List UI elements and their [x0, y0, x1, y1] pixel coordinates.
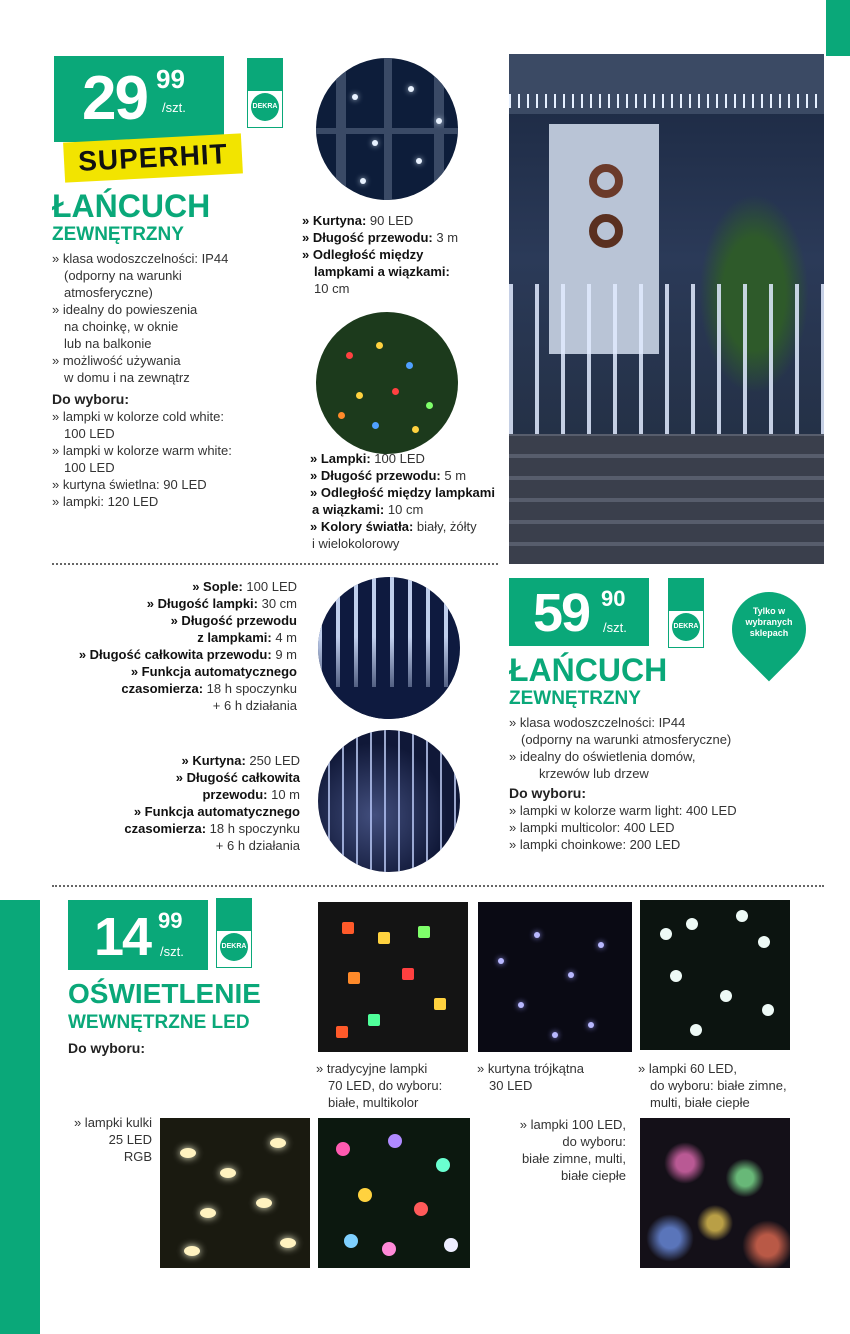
spec-label: z lampkami:: [197, 630, 272, 645]
price-tag-59-90: [509, 578, 649, 646]
spec-label: » Długość całkowita: [175, 770, 300, 785]
caption-line: RGB: [123, 1149, 152, 1164]
price-unit: /szt.: [162, 100, 186, 115]
price-unit: /szt.: [603, 620, 627, 635]
choice-line: » lampki multicolor: 400 LED: [509, 820, 675, 835]
spec-label: a wiązkami:: [312, 502, 385, 517]
spec-label: » Długość całkowita przewodu:: [78, 647, 272, 662]
superhit-banner: SUPERHIT: [63, 133, 243, 182]
spec-value: 10 cm: [384, 502, 424, 517]
spec-value: 100 LED: [242, 579, 297, 594]
dekra-logo: DEKRA: [220, 933, 248, 961]
tree-lights-photo: [316, 312, 458, 454]
price-integer: 14: [94, 907, 151, 967]
spec-label: » Funkcja automatycznego: [133, 804, 300, 819]
spec-curtain-90: [302, 212, 458, 297]
choice-line: 100 LED: [64, 426, 115, 441]
spec-curtain-250: [124, 752, 300, 854]
spec-value: 250 LED: [245, 753, 300, 768]
caption-line: multi, białe ciepłe: [650, 1095, 750, 1110]
caption-line: » lampki 100 LED,: [519, 1117, 626, 1132]
feature-line: na choinkę, w oknie: [64, 319, 179, 334]
spec-value: 10 m: [267, 787, 300, 802]
price-unit: /szt.: [160, 944, 184, 959]
spec-value: 30 cm: [257, 596, 297, 611]
spec-value: 5 m: [440, 468, 467, 483]
feature-list: [509, 714, 731, 782]
spec-value: 3 m: [432, 230, 459, 245]
caption-line: » lampki kulki: [73, 1115, 152, 1130]
caption-line: białe zimne, multi,: [521, 1151, 626, 1166]
feature-line: » idealny do powieszenia: [52, 302, 198, 317]
section-divider: [52, 563, 498, 565]
spec-label: czasomierza:: [121, 681, 204, 696]
dekra-certificate-badge: [216, 898, 252, 968]
dekra-logo: DEKRA: [672, 613, 700, 641]
caption-line: 70 LED, do wyboru:: [328, 1078, 443, 1093]
section-divider: [52, 885, 824, 887]
spec-value: + 6 h działania: [212, 698, 297, 713]
spec-value: + 6 h działania: [215, 838, 300, 853]
feature-line: (odporny na warunki: [64, 268, 182, 283]
caption-line: 30 LED: [489, 1078, 533, 1093]
choice-heading: Do wyboru:: [509, 785, 586, 801]
caption-60-led: [638, 1060, 808, 1111]
price-decimal: 99: [158, 908, 183, 933]
spec-label: » Lampki:: [310, 451, 371, 466]
spec-value: 4 m: [271, 630, 297, 645]
price-integer: 59: [533, 583, 590, 643]
feature-line: » możliwość używania: [52, 353, 181, 368]
caption-line: » tradycyjne lampki: [316, 1061, 428, 1076]
spec-value: 90 LED: [366, 213, 414, 228]
dekra-logo: DEKRA: [251, 93, 279, 121]
feature-line: w domu i na zewnątrz: [64, 370, 190, 385]
100-led-multi-photo: [640, 1118, 790, 1268]
spec-value: 9 m: [271, 647, 297, 662]
spec-label: » Kurtyna:: [302, 213, 367, 228]
choice-heading: Do wyboru:: [68, 1040, 145, 1056]
caption-100-led: [520, 1116, 626, 1184]
feature-line: atmosferyczne): [64, 285, 153, 300]
caption-line: » lampki 60 LED,: [638, 1061, 737, 1076]
spec-value: 18 h spoczynku: [206, 821, 300, 836]
price-decimal: 99: [156, 64, 185, 94]
product-subtitle: WEWNĘTRZNE LED: [68, 1012, 250, 1033]
feature-list: [52, 250, 228, 386]
choice-line: » kurtyna świetlna: 90 LED: [52, 477, 207, 492]
spec-value: 100 LED: [370, 451, 425, 466]
caption-balls: [74, 1114, 152, 1165]
choice-list: [509, 802, 737, 853]
caption-line: » kurtyna trójkątna: [477, 1061, 584, 1076]
triangular-curtain-photo: [478, 902, 632, 1052]
caption-line: białe ciepłe: [560, 1168, 626, 1183]
spec-label: » Funkcja automatycznego: [130, 664, 297, 679]
spec-label: » Długość przewodu:: [302, 230, 433, 245]
feature-line: krzewów lub drzew: [539, 766, 649, 781]
feature-line: lub na balkonie: [64, 336, 152, 351]
choice-line: » lampki w kolorze cold white:: [52, 409, 224, 424]
product-subtitle: ZEWNĘTRZNY: [509, 688, 641, 709]
page-edge-tab-left: [0, 900, 40, 1334]
spec-label: » Długość przewodu:: [310, 468, 441, 483]
caption-line: do wyboru:: [562, 1134, 626, 1149]
spec-value: biały, żółty: [413, 519, 477, 534]
spec-label: » Kurtyna:: [181, 753, 246, 768]
spec-label: » Długość lampki:: [146, 596, 258, 611]
spec-label: lampkami a wiązkami:: [314, 264, 450, 279]
curtain-window-photo: [316, 58, 458, 200]
porch-lights-photo: [509, 54, 824, 564]
spec-lamps-100: [310, 450, 495, 552]
icicle-lights-photo: [318, 577, 460, 719]
price-integer: 29: [82, 64, 147, 133]
choice-list: [52, 408, 232, 510]
spec-label: czasomierza:: [124, 821, 207, 836]
spec-label: » Odległość między lampkami: [310, 485, 495, 500]
price-tag-14-99: [68, 900, 208, 970]
caption-triangular-curtain: [477, 1060, 627, 1094]
traditional-lamps-photo: [318, 902, 468, 1052]
choice-line: » lampki choinkowe: 200 LED: [509, 837, 681, 852]
page-edge-tab: [826, 0, 850, 56]
feature-line: » klasa wodoszczelności: IP44: [52, 251, 229, 266]
60-led-photo: [640, 900, 790, 1050]
rgb-balls-photo: [318, 1118, 470, 1268]
spec-icicles: [79, 578, 297, 714]
choice-line: » lampki w kolorze warm white:: [52, 443, 232, 458]
curtain-250-photo: [318, 730, 460, 872]
spec-label: » Długość przewodu: [170, 613, 297, 628]
spec-label: » Sople:: [192, 579, 243, 594]
choice-line: » lampki: 120 LED: [52, 494, 159, 509]
caption-line: białe, multikolor: [328, 1095, 419, 1110]
spec-value: 18 h spoczynku: [203, 681, 297, 696]
warm-icicle-lamps-photo: [160, 1118, 310, 1268]
spec-label: » Odległość między: [302, 247, 424, 262]
spec-value: i wielokolorowy: [312, 536, 400, 551]
feature-line: (odporny na warunki atmosferyczne): [521, 732, 732, 747]
dekra-certificate-badge: [247, 58, 283, 128]
price-decimal: 90: [601, 586, 626, 611]
choice-line: 100 LED: [64, 460, 115, 475]
feature-line: » klasa wodoszczelności: IP44: [509, 715, 686, 730]
product-title: OŚWIETLENIE: [68, 978, 261, 1009]
dekra-certificate-badge: [668, 578, 704, 648]
caption-line: do wyboru: białe zimne,: [650, 1078, 787, 1093]
store-availability-text: Tylko w wybranych sklepach: [745, 606, 793, 638]
spec-label: przewodu:: [202, 787, 268, 802]
caption-line: 25 LED: [108, 1132, 152, 1147]
choice-heading: Do wyboru:: [52, 391, 129, 407]
product-title: ŁAŃCUCH: [509, 652, 668, 688]
spec-value: 10 cm: [314, 281, 350, 296]
price-tag-29-99: [54, 56, 224, 142]
spec-label: » Kolory światła:: [310, 519, 414, 534]
choice-line: » lampki w kolorze warm light: 400 LED: [509, 803, 737, 818]
caption-traditional-lamps: [316, 1060, 466, 1111]
feature-line: » idealny do oświetlenia domów,: [509, 749, 696, 764]
product-subtitle: ZEWNĘTRZNY: [52, 224, 184, 245]
product-title: ŁAŃCUCH: [52, 188, 211, 224]
